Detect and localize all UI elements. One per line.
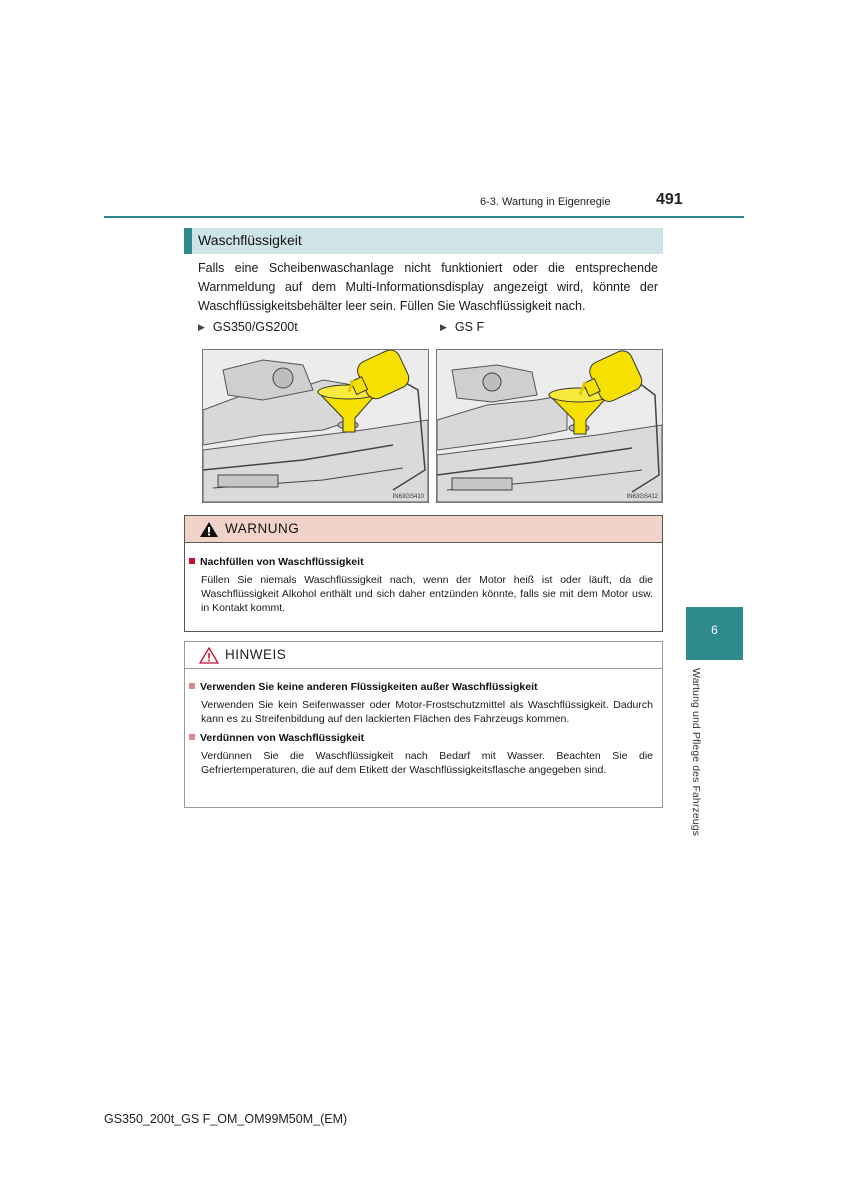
section-title-accent xyxy=(184,228,192,254)
engine-bay-drawing xyxy=(437,350,662,502)
notice-subheading-text: Verdünnen von Waschflüssigkeit xyxy=(200,732,365,744)
warning-text: Füllen Sie niemals Waschflüssigkeit nach, wenn der Motor heiß ist oder läuft, da die Waschflüssigkeit Alkohol enthält und sich daher entzünden könnte, falls sie mit dem Motor usw. in Kontakt kommt. xyxy=(201,574,653,614)
warning-subheading-text: Nachfüllen von Waschflüssigkeit xyxy=(200,556,364,568)
warning-subheading xyxy=(189,556,364,568)
document-code-footer: GS350_200t_GS F_OM_OM99M50M_(EM) xyxy=(104,1112,348,1126)
square-bullet-icon xyxy=(189,558,195,564)
notice-box xyxy=(184,641,663,808)
notice-subheading-1 xyxy=(189,681,537,693)
figure-code: IN63GS410 xyxy=(392,494,424,500)
notice-title: HINWEIS xyxy=(225,647,287,662)
square-bullet-icon xyxy=(189,734,195,740)
warning-title: WARNUNG xyxy=(225,521,300,536)
chapter-title: Wartung und Pflege des Fahrzeugs xyxy=(690,668,702,836)
triangle-bullet-icon: ▶ xyxy=(440,322,447,332)
intro-paragraph: Falls eine Scheibenwaschanlage nicht funktioniert oder die entsprechende Warnmeldung auf dem Multi-Informationsdisplay angezeigt wird, könnte der Waschflüssigkeitsbehälter leer sein. Füllen Sie Waschflüssigkeit nach. xyxy=(198,261,658,313)
model-label-text: GS350/GS200t xyxy=(212,320,298,334)
model-label-text: GS F xyxy=(454,320,485,334)
section-title-bar xyxy=(184,228,663,254)
chapter-tab xyxy=(686,607,743,660)
engine-bay-illustration-2 xyxy=(436,349,663,503)
page-number: 491 xyxy=(656,191,683,208)
triangle-bullet-icon: ▶ xyxy=(198,322,205,332)
notice-header xyxy=(185,642,662,669)
section-title: Waschflüssigkeit xyxy=(198,232,302,248)
warning-header xyxy=(185,516,662,543)
model-label-1 xyxy=(198,320,298,334)
figure-code: IN63GS412 xyxy=(626,494,658,500)
engine-bay-illustration-1 xyxy=(202,349,429,503)
engine-bay-drawing xyxy=(203,350,428,502)
warning-box xyxy=(184,515,663,632)
warning-triangle-icon xyxy=(199,521,219,538)
square-bullet-icon xyxy=(189,683,195,689)
header-rule xyxy=(104,216,744,218)
model-label-2 xyxy=(440,320,484,334)
notice-subheading-2 xyxy=(189,732,364,744)
notice-text-1: Verwenden Sie kein Seifenwasser oder Motor-Frostschutzmittel als Waschflüssigkeit. Dadurch kann es zu Streifenbildung auf den lackierten Flächen des Fahrzeugs kommen. xyxy=(201,699,653,725)
notice-subheading-text: Verwenden Sie keine anderen Flüssigkeiten außer Waschflüssigkeit xyxy=(200,681,538,693)
chapter-number: 6 xyxy=(711,623,718,637)
running-header-section: 6-3. Wartung in Eigenregie xyxy=(480,196,611,208)
caution-triangle-icon xyxy=(199,647,219,664)
notice-text-2: Verdünnen Sie die Waschflüssigkeit nach Bedarf mit Wasser. Beachten Sie die Gefriertemperaturen, die auf dem Etikett der Waschflüssigkeitsflasche angegeben sind. xyxy=(201,750,653,776)
